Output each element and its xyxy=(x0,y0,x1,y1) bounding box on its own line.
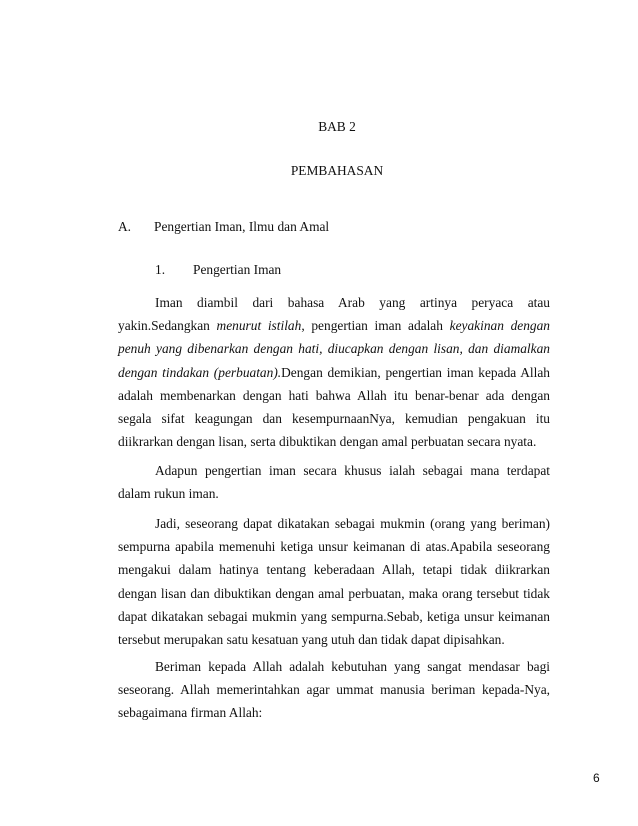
subsection-heading xyxy=(155,262,281,278)
paragraph-text: Dengan demikian, pengertian iman kepada Allah adalah membenarkan dengan hati bahwa Allah itu benar-benar ada dengan segala sifat keagungan dan kesempurnaanNya, kemudian pengakuan itu diikrarkan dengan lisan, serta dibuktikan dengan amal perbuatan secara nyata. xyxy=(118,364,550,450)
chapter-label: BAB 2 xyxy=(318,119,356,134)
paragraph-text: , pengertian iman adalah xyxy=(301,318,450,334)
paragraph-italic-text: keyakinan dengan penuh yang dibenarkan dengan hati, diucapkan dengan lisan, dan diamalkan dengan tindakan (perbuatan). xyxy=(118,318,550,380)
subsection-number: 1. xyxy=(155,262,166,277)
paragraph-text: Iman diambil dari bahasa Arab yang artinya peryaca atau yakin.Sedangkan xyxy=(118,295,550,334)
page-number: 6 xyxy=(593,771,600,785)
paragraph-mukmin: Jadi, seseorang dapat dikatakan sebagai mukmin (orang yang beriman) sempurna apabila memenuhi ketiga unsur keimanan di atas.Apabila seseorang mengakui dalam hatinya tentang keberadaan Allah, tetapi tidak diikrarkan dengan lisan dan dibuktikan dengan amal perbuatan, maka orang tersebut tidak dapat dikatakan sebagai mukmin yang sempurna.Sebab, ketiga unsur keimanan tersebut merupakan satu kesatuan yang utuh dan tidak dapat dipisahkan. xyxy=(118,516,550,648)
paragraph-beriman: Beriman kepada Allah adalah kebutuhan yang sangat mendasar bagi seseorang. Allah memerintahkan agar ummat manusia beriman kepada-Nya, sebagaimana firman Allah: xyxy=(118,659,550,721)
paragraph-italic-text: menurut istilah xyxy=(216,318,302,334)
section-number: A. xyxy=(118,219,132,234)
section-title: Pengertian Iman, Ilmu dan Amal xyxy=(154,219,330,234)
section-heading xyxy=(118,219,329,235)
paragraph-iman-definition xyxy=(118,291,550,453)
subsection-title: Pengertian Iman xyxy=(193,262,282,277)
chapter-title: PEMBAHASAN xyxy=(290,163,384,178)
paragraph-iman-khusus: Adapun pengertian iman secara khusus ialah sebagai mana terdapat dalam rukun iman. xyxy=(118,463,550,502)
